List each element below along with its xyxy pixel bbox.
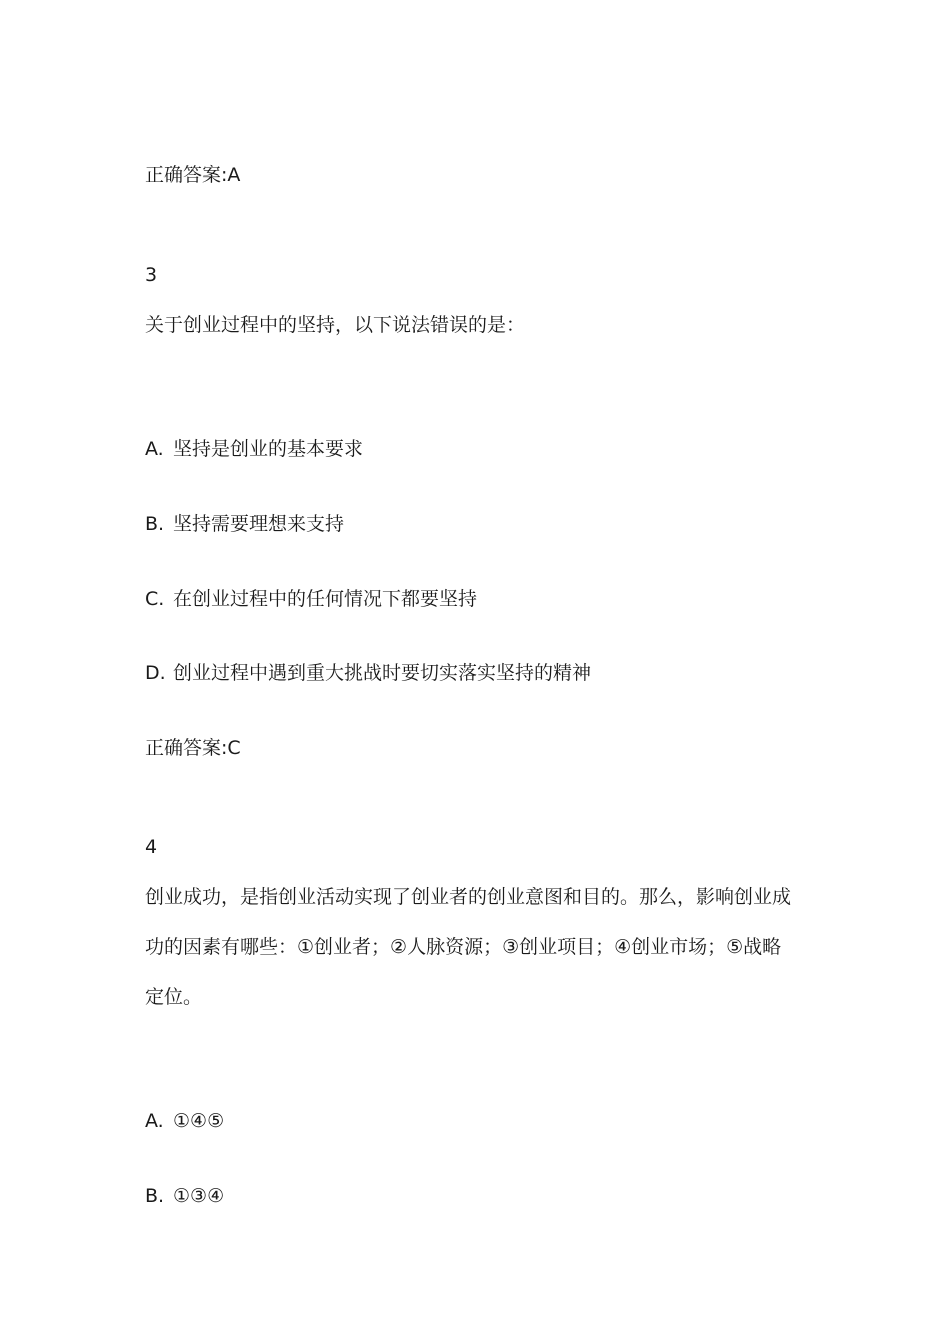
question-3-option-d bbox=[145, 660, 591, 686]
option-text: ①③④ bbox=[173, 1185, 225, 1207]
question-4-stem-line-2: 功的因素有哪些：①创业者；②人脉资源；③创业项目；④创业市场；⑤战略 bbox=[145, 936, 782, 958]
question-3-option-a bbox=[145, 436, 363, 462]
question-4-stem-line-3: 定位。 bbox=[145, 986, 203, 1008]
question-4-option-b bbox=[145, 1183, 224, 1209]
question-3-stem: 关于创业过程中的坚持，以下说法错误的是： bbox=[145, 314, 526, 336]
option-text: 坚持需要理想来支持 bbox=[173, 513, 345, 535]
question-3-option-c bbox=[145, 586, 477, 612]
option-letter: A. bbox=[145, 1110, 164, 1132]
question-3-option-b bbox=[145, 511, 344, 537]
question-4-option-a bbox=[145, 1108, 224, 1134]
question-3-number: 3 bbox=[145, 264, 158, 286]
option-text: 创业过程中遇到重大挑战时要切实落实坚持的精神 bbox=[173, 662, 592, 684]
option-letter: A. bbox=[145, 438, 164, 460]
option-letter: B. bbox=[145, 1185, 165, 1207]
previous-answer: 正确答案:A bbox=[145, 164, 241, 186]
question-3-answer: 正确答案:C bbox=[145, 737, 241, 759]
question-4-stem-line-1: 创业成功，是指创业活动实现了创业者的创业意图和目的。那么，影响创业成 bbox=[145, 886, 792, 908]
option-letter: B. bbox=[145, 513, 165, 535]
option-letter: D. bbox=[145, 662, 166, 684]
option-letter: C. bbox=[145, 588, 165, 610]
question-4-number: 4 bbox=[145, 836, 158, 858]
option-text: 坚持是创业的基本要求 bbox=[173, 438, 364, 460]
option-text: 在创业过程中的任何情况下都要坚持 bbox=[173, 588, 478, 610]
option-text: ①④⑤ bbox=[173, 1110, 225, 1132]
